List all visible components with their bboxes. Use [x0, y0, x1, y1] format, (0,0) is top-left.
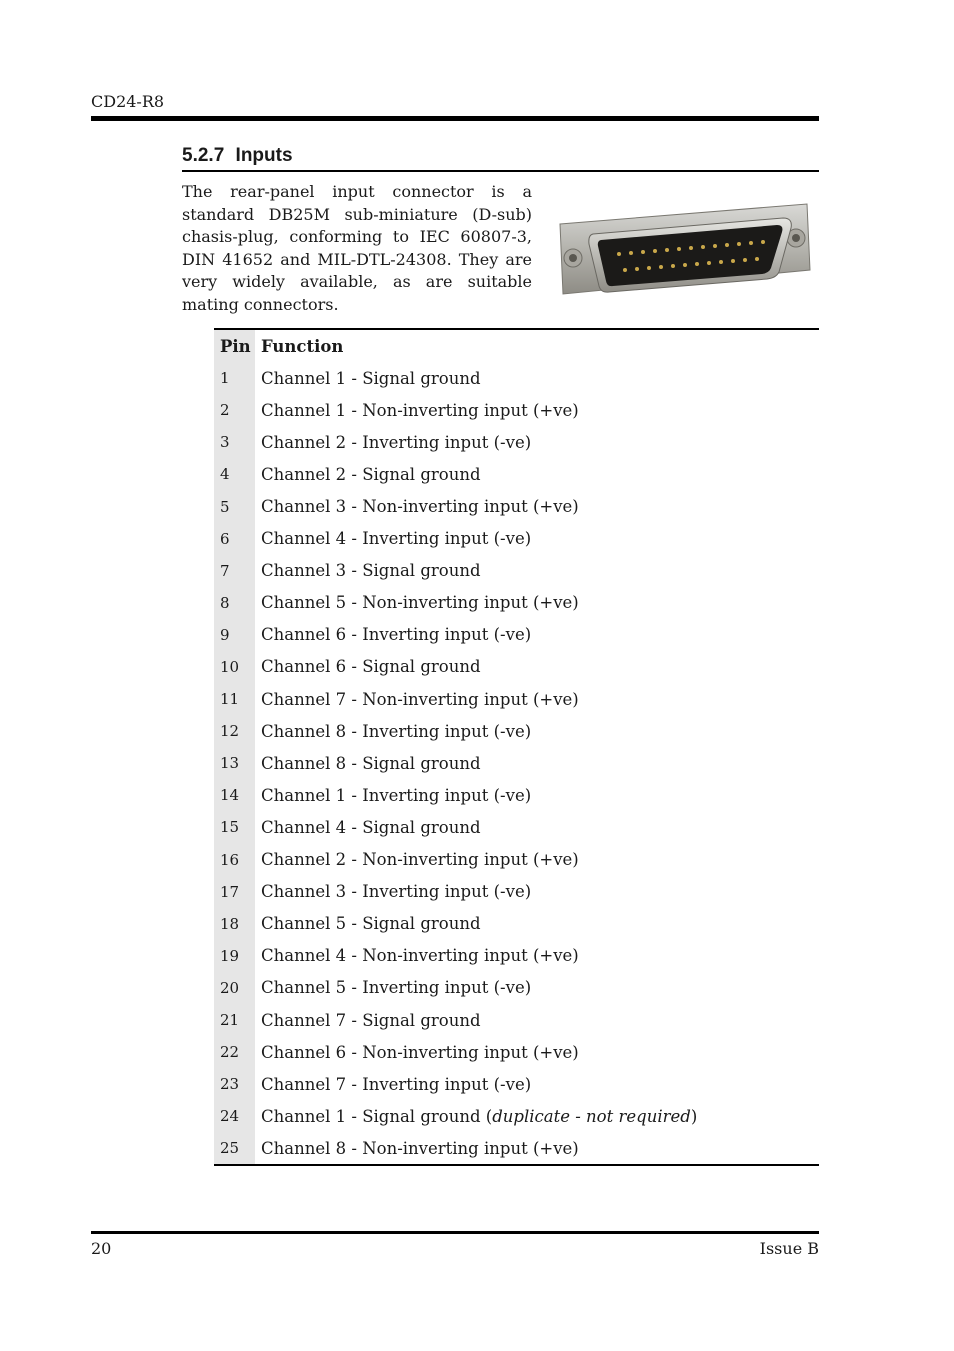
table-row — [214, 426, 819, 458]
table-row — [214, 523, 819, 555]
pin-function: Channel 3 - Non-inverting input (+ve) — [261, 497, 579, 517]
pin-function: Channel 5 - Non-inverting input (+ve) — [261, 593, 579, 613]
table-header-row — [214, 329, 819, 362]
page-number: 20 — [91, 1239, 112, 1258]
pin-function: Channel 6 - Signal ground — [261, 657, 481, 677]
pin-number: 25 — [214, 1132, 255, 1165]
pin-function-suffix: ) — [690, 1106, 698, 1126]
pin-number: 5 — [214, 490, 255, 522]
table-row — [214, 779, 819, 811]
issue-label: Issue B — [759, 1239, 819, 1258]
table-row — [214, 747, 819, 779]
footer-rule — [91, 1231, 819, 1234]
pin-number: 13 — [214, 747, 255, 779]
table-row — [214, 715, 819, 747]
table-row — [214, 876, 819, 908]
pin-function: Channel 1 - Inverting input (-ve) — [261, 785, 532, 805]
pin-function: Channel 5 - Inverting input (-ve) — [261, 978, 532, 998]
pin-number: 3 — [214, 426, 255, 458]
pin-function: Channel 6 - Inverting input (-ve) — [261, 625, 532, 645]
pin-function: Channel 2 - Signal ground — [261, 464, 481, 484]
section-title: Inputs — [235, 145, 293, 166]
pin-function: Channel 3 - Inverting input (-ve) — [261, 882, 532, 902]
pin-number: 23 — [214, 1068, 255, 1100]
pin-number: 16 — [214, 844, 255, 876]
pin-function: Channel 7 - Signal ground — [261, 1010, 481, 1030]
table-row — [214, 555, 819, 587]
section-heading — [182, 145, 293, 167]
table-row — [214, 394, 819, 426]
pin-function: Channel 2 - Non-inverting input (+ve) — [261, 850, 579, 870]
table-row — [214, 651, 819, 683]
pin-function-text: Channel 1 - Signal ground ( — [261, 1106, 493, 1126]
pin-number: 15 — [214, 811, 255, 843]
pin-number: 21 — [214, 1004, 255, 1036]
table-row — [214, 458, 819, 490]
pin-number: 20 — [214, 972, 255, 1004]
pin-function: Channel 8 - Non-inverting input (+ve) — [261, 1138, 579, 1158]
pin-function: Channel 8 - Signal ground — [261, 753, 481, 773]
pin-function: Channel 7 - Non-inverting input (+ve) — [261, 689, 579, 709]
table-row — [214, 1100, 819, 1132]
pin-function: Channel 8 - Inverting input (-ve) — [261, 721, 532, 741]
pin-function: Channel 2 - Inverting input (-ve) — [261, 432, 532, 452]
pin-function: Channel 5 - Signal ground — [261, 914, 481, 934]
pin-function: Channel 4 - Signal ground — [261, 817, 481, 837]
db25-connector-icon — [557, 200, 811, 298]
document-header-title: CD24-R8 — [91, 92, 165, 111]
pin-function: Channel 4 - Inverting input (-ve) — [261, 529, 532, 549]
pin-number: 8 — [214, 587, 255, 619]
table-row — [214, 683, 819, 715]
pin-number: 19 — [214, 940, 255, 972]
intro-paragraph: The rear-panel input connector is a standard DB25M sub-miniature (D-sub) chasis-plug, conforming to IEC 60807-3, DIN 41652 and MIL-DTL-24308. They are very widely available, as are suitable mating connectors. — [182, 182, 532, 314]
pin-function: Channel 1 - Signal ground — [261, 368, 481, 388]
pin-number: 6 — [214, 523, 255, 555]
table-row — [214, 1068, 819, 1100]
pin-number: 9 — [214, 619, 255, 651]
pin-function: Channel 6 - Non-inverting input (+ve) — [261, 1042, 579, 1062]
pin-column-header: Pin — [214, 329, 255, 362]
table-row — [214, 811, 819, 843]
pin-number: 24 — [214, 1100, 255, 1132]
pin-number: 2 — [214, 394, 255, 426]
pin-number: 18 — [214, 908, 255, 940]
pin-number: 14 — [214, 779, 255, 811]
section-rule — [182, 170, 819, 172]
pin-function-table — [214, 328, 819, 1166]
pin-function: Channel 1 - Non-inverting input (+ve) — [261, 400, 579, 420]
pin-number: 12 — [214, 715, 255, 747]
pin-number: 4 — [214, 458, 255, 490]
function-column-header: Function — [261, 336, 344, 356]
table-row — [214, 362, 819, 394]
table-row — [214, 619, 819, 651]
table-row — [214, 1036, 819, 1068]
table-row — [214, 940, 819, 972]
pin-number: 17 — [214, 876, 255, 908]
pin-function: Channel 3 - Signal ground — [261, 561, 481, 581]
table-row — [214, 972, 819, 1004]
pin-function — [255, 1100, 819, 1132]
pin-function: Channel 7 - Inverting input (-ve) — [261, 1074, 532, 1094]
pin-number: 1 — [214, 362, 255, 394]
table-row — [214, 1132, 819, 1165]
pin-function: Channel 4 - Non-inverting input (+ve) — [261, 946, 579, 966]
table-row — [214, 490, 819, 522]
section-number: 5.2.7 — [182, 145, 225, 166]
header-rule — [91, 116, 819, 121]
pin-number: 22 — [214, 1036, 255, 1068]
pin-number: 10 — [214, 651, 255, 683]
table-row — [214, 1004, 819, 1036]
table-row — [214, 587, 819, 619]
pin-function-note: duplicate - not required — [492, 1106, 691, 1126]
pin-number: 11 — [214, 683, 255, 715]
table-row — [214, 908, 819, 940]
pin-number: 7 — [214, 555, 255, 587]
table-row — [214, 844, 819, 876]
